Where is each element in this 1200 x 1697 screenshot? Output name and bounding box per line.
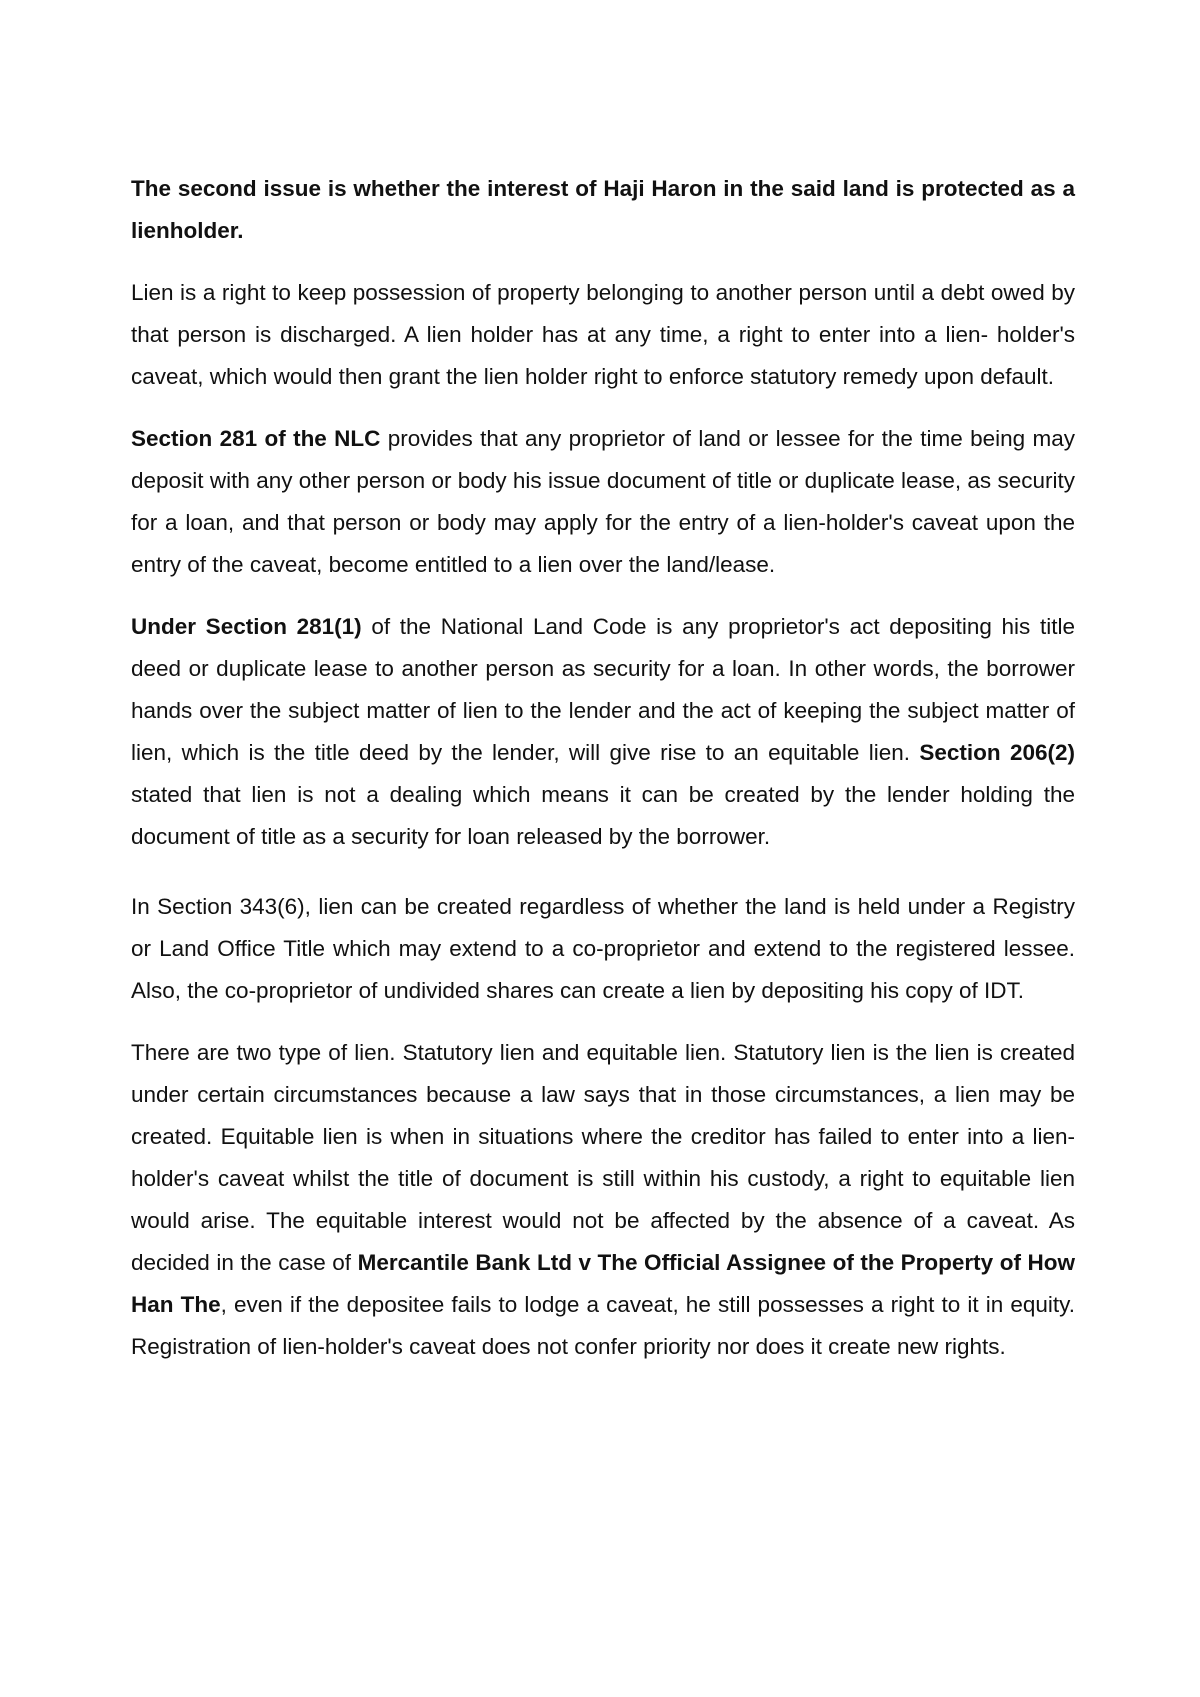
- document-body: [131, 168, 1075, 1388]
- issue-heading-text: The second issue is whether the interest of Haji Haron in the said land is protected as a lienholder.: [131, 176, 1075, 243]
- paragraph-lien-definition: Lien is a right to keep possession of property belonging to another person until a debt owed by that person is discharged. A lien holder has at any time, a right to enter into a lien- holder's caveat, which would then grant the lien holder right to enforce statutory remedy upon default.: [131, 280, 1075, 389]
- paragraph-lien-types: [131, 1032, 1075, 1368]
- section-281-1-text-b: stated that lien is not a dealing which means it can be created by the lender holding the document of title as a security for loan released by the borrower.: [131, 782, 1075, 849]
- issue-heading: [131, 168, 1075, 252]
- paragraph-section-343: In Section 343(6), lien can be created regardless of whether the land is held under a Registry or Land Office Title which may extend to a co-proprietor and extend to the registered lessee. Also, the co-proprietor of undivided shares can create a lien by depositing his copy of IDT.: [131, 894, 1075, 1003]
- paragraph-section-281-1: [131, 606, 1075, 858]
- section-281-bold: Section 281 of the NLC: [131, 426, 381, 451]
- section-281-text: provides that any proprietor of land or lessee for the time being may deposit with any other person or body his issue document of title or duplicate lease, as security for a loan, and that person or body may apply for the entry of a lien-holder's caveat upon the entry of the caveat, become entitled to a lien over the land/lease.: [131, 426, 1075, 577]
- section-206-2-bold: Section 206(2): [919, 740, 1075, 765]
- section-281-1-bold: Under Section 281(1): [131, 614, 362, 639]
- lien-types-text-a: There are two type of lien. Statutory lien and equitable lien. Statutory lien is the lien is created under certain circumstances because a law says that in those circumstances, a lien may be created. Equitable lien is when in situations where the creditor has failed to enter into a lien-holder's caveat whilst the title of document is still within his custody, a right to equitable lien would arise. The equitable interest would not be affected by the absence of a caveat. As decided in the case of: [131, 1040, 1075, 1275]
- lien-types-text-b: , even if the depositee fails to lodge a caveat, he still possesses a right to it in equity. Registration of lien-holder's caveat does not confer priority nor does it create new rights.: [131, 1292, 1075, 1359]
- paragraph-section-281: [131, 418, 1075, 586]
- section-281-1-text-a: of the National Land Code is any proprietor's act depositing his title deed or duplicate lease to another person as security for a loan. In other words, the borrower hands over the subject matter of lien to the lender and the act of keeping the subject matter of lien, which is the title deed by the lender, will give rise to an equitable lien.: [131, 614, 1075, 765]
- case-name-bold: Mercantile Bank Ltd v The Official Assignee of the Property of How Han The: [131, 1250, 1075, 1317]
